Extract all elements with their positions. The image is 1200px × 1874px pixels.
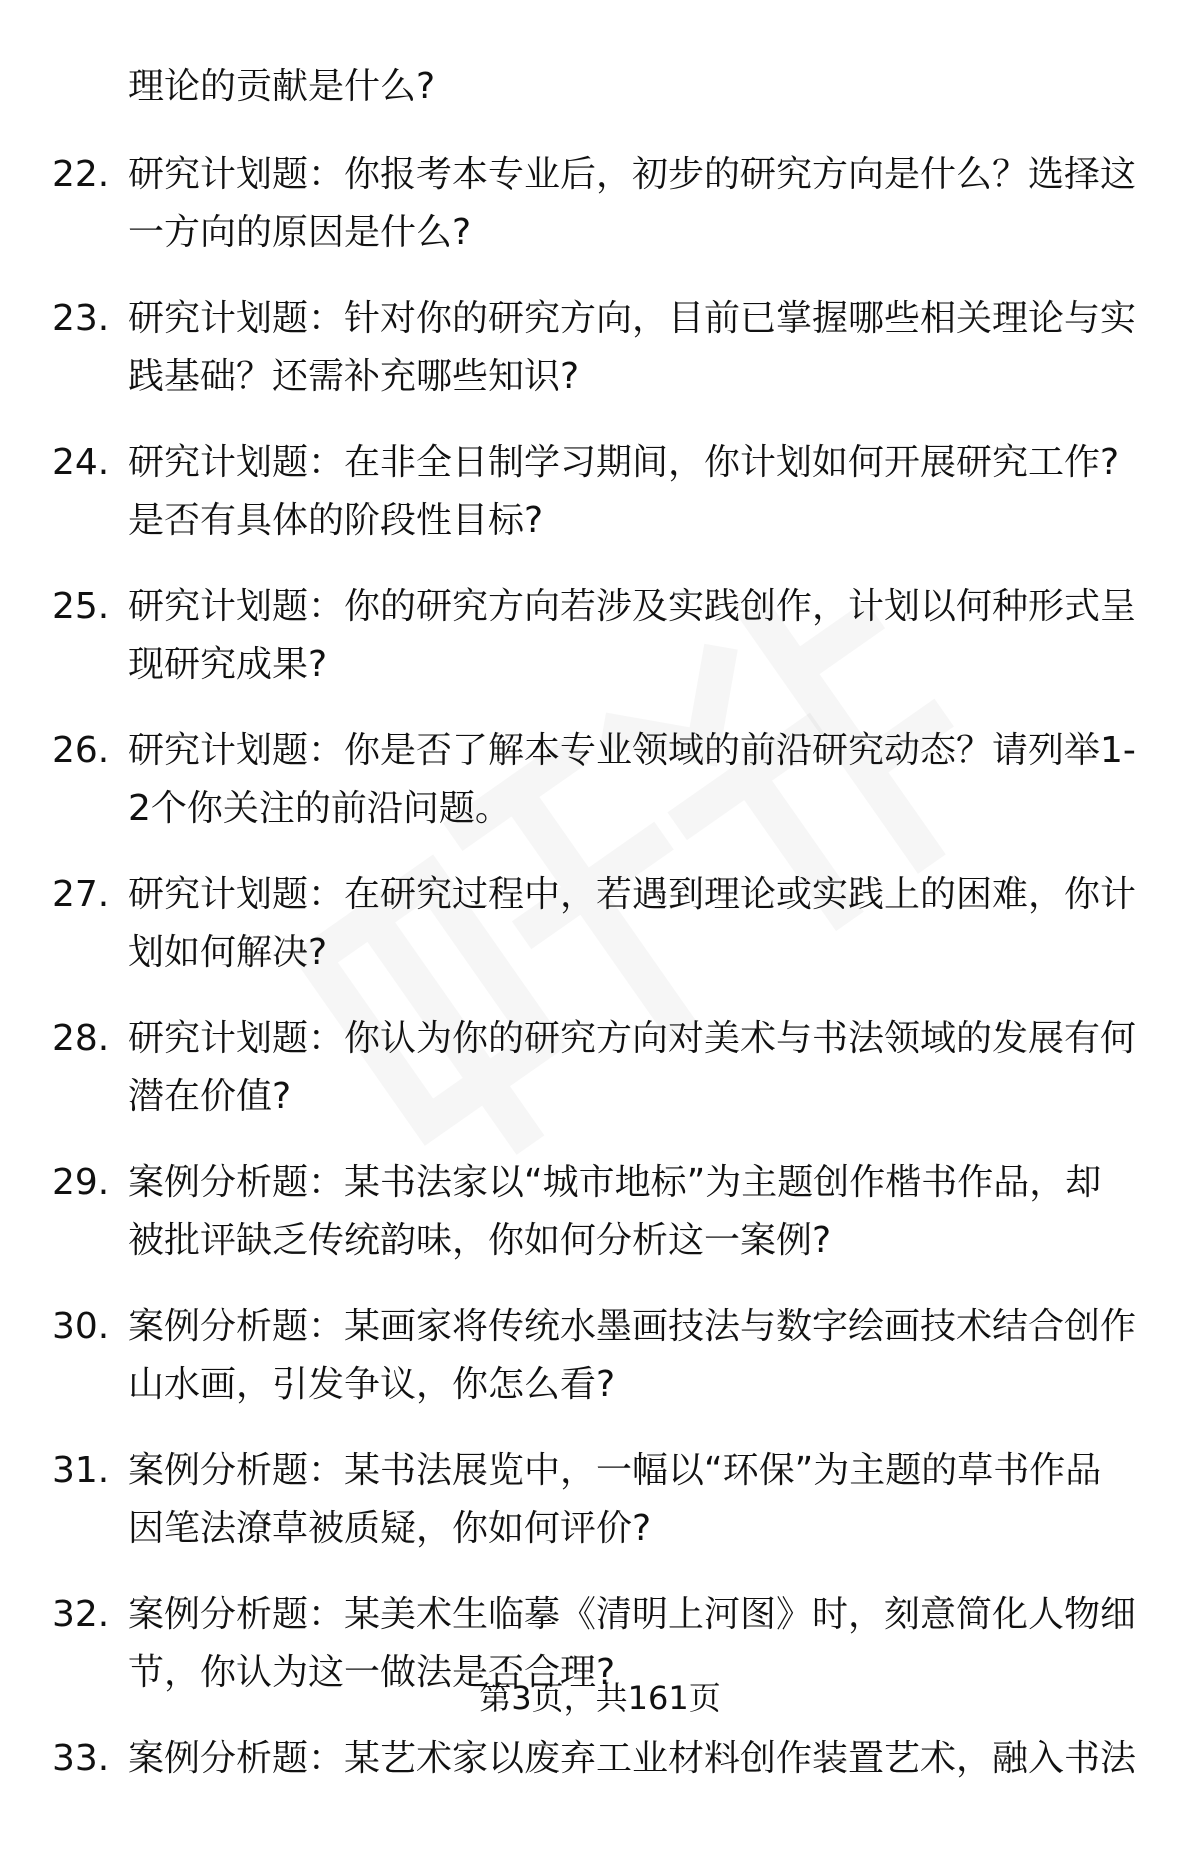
question-number: 26.: [52, 730, 110, 771]
question-line: 划如何解决?: [128, 932, 328, 973]
question-line: 研究计划题：你的研究方向若涉及实践创作，计划以何种形式呈: [128, 586, 1137, 627]
question-text: [128, 578, 1148, 694]
question-line: 一方向的原因是什么?: [128, 212, 472, 253]
question-line: 研究计划题：你认为你的研究方向对美术与书法领域的发展有何: [128, 1018, 1137, 1059]
question-text: [128, 1730, 1148, 1788]
question-text: [128, 866, 1148, 982]
question-number: 23.: [52, 298, 110, 339]
question-number: 32.: [52, 1594, 110, 1635]
question-number: 28.: [52, 1018, 110, 1059]
question-number: 24.: [52, 442, 110, 483]
question-line: 是否有具体的阶段性目标?: [128, 500, 544, 541]
question-number: 29.: [52, 1162, 110, 1203]
question-line: 案例分析题：某书法展览中，一幅以“环保”为主题的草书作品: [128, 1450, 1102, 1491]
question-text: [128, 1010, 1148, 1126]
question-line: 研究计划题：在非全日制学习期间，你计划如何开展研究工作?: [128, 442, 1120, 483]
question-line: 研究计划题：在研究过程中，若遇到理论或实践上的困难，你计: [128, 874, 1137, 915]
question-item: [0, 434, 1200, 578]
question-line: 研究计划题：针对你的研究方向，目前已掌握哪些相关理论与实: [128, 298, 1137, 339]
question-item: [0, 866, 1200, 1010]
question-item: [0, 1442, 1200, 1586]
question-line: 践基础？还需补充哪些知识?: [128, 356, 580, 397]
question-item: [0, 290, 1200, 434]
question-line: 研究计划题：你报考本专业后，初步的研究方向是什么？选择这: [128, 154, 1137, 195]
question-text: [128, 1154, 1148, 1270]
question-item: [0, 1298, 1200, 1442]
question-text: [128, 722, 1148, 838]
question-number: 22.: [52, 154, 110, 195]
question-line: 案例分析题：某书法家以“城市地标”为主题创作楷书作品，却: [128, 1162, 1102, 1203]
question-line: 研究计划题：你是否了解本专业领域的前沿研究动态？请列举1-: [128, 730, 1136, 771]
question-text: [128, 434, 1148, 550]
question-number: 30.: [52, 1306, 110, 1347]
question-line: 因笔法潦草被质疑，你如何评价?: [128, 1508, 652, 1549]
question-text: [128, 1442, 1148, 1558]
question-line: 被批评缺乏传统韵味，你如何分析这一案例?: [128, 1220, 832, 1261]
page-footer: 第3页，共161页: [479, 1679, 721, 1717]
question-number: 33.: [52, 1738, 110, 1779]
question-line: 山水画，引发争议，你怎么看?: [128, 1364, 616, 1405]
continued-question-text: 理论的贡献是什么?: [128, 66, 436, 107]
question-line: 案例分析题：某画家将传统水墨画技法与数字绘画技术结合创作: [128, 1306, 1137, 1347]
question-item: [0, 1730, 1200, 1874]
question-line: 潜在价值?: [128, 1076, 292, 1117]
question-text: [128, 290, 1148, 406]
question-line: 现研究成果?: [128, 644, 328, 685]
question-number: 31.: [52, 1450, 110, 1491]
question-item: [0, 1010, 1200, 1154]
question-item: [0, 578, 1200, 722]
question-line: 节，你认为这一做法是否合理?: [128, 1652, 616, 1693]
question-text: [128, 146, 1148, 262]
question-number: 27.: [52, 874, 110, 915]
question-line: 2个你关注的前沿问题。: [128, 788, 511, 829]
question-text: [128, 1298, 1148, 1414]
question-list: [0, 146, 1200, 1874]
question-number: 25.: [52, 586, 110, 627]
question-line: 案例分析题：某艺术家以废弃工业材料创作装置艺术，融入书法: [128, 1738, 1137, 1779]
question-item: [0, 1154, 1200, 1298]
question-line: 案例分析题：某美术生临摹《清明上河图》时，刻意简化人物细: [128, 1594, 1137, 1635]
question-item: [0, 146, 1200, 290]
question-item: [0, 722, 1200, 866]
